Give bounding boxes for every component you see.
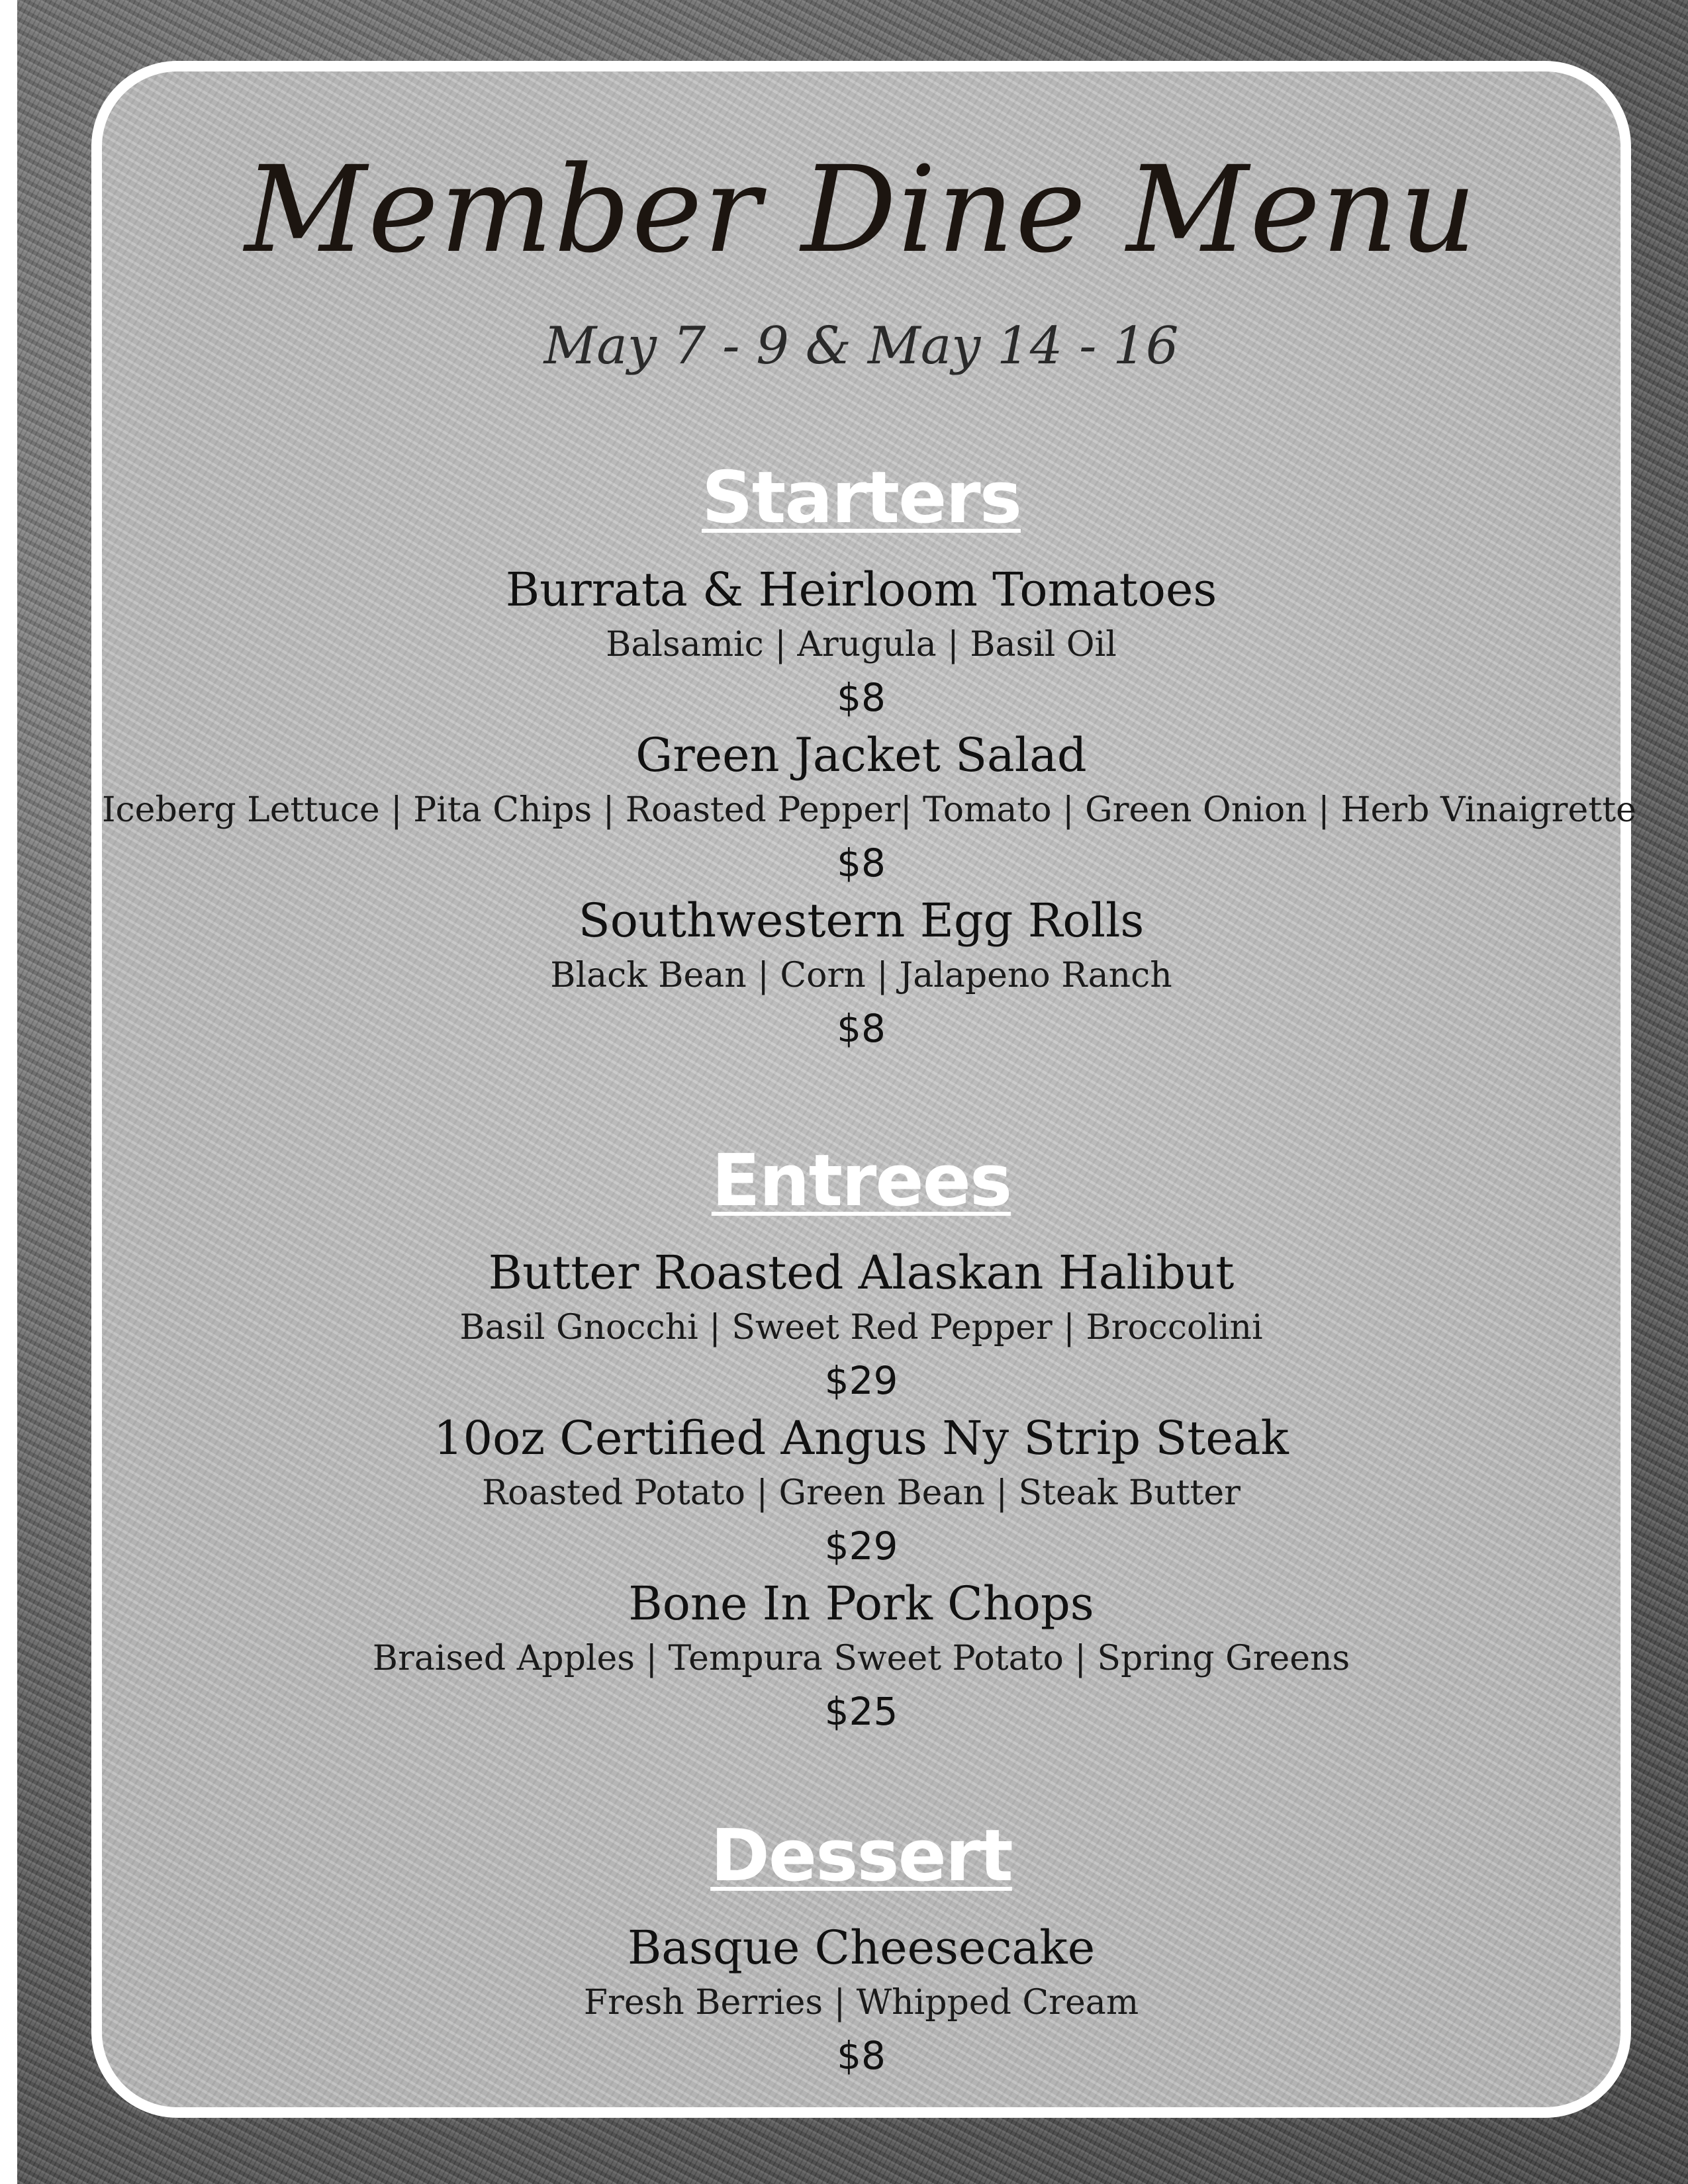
item-name: Basque Cheesecake bbox=[627, 1921, 1096, 1975]
menu-item bbox=[102, 725, 1636, 891]
menu-item bbox=[102, 891, 1620, 1056]
menu-item bbox=[102, 1574, 1620, 1739]
menu-title: Member Dine Menu bbox=[244, 141, 1478, 279]
item-description: Roasted Potato | Green Bean | Steak Butter bbox=[482, 1473, 1241, 1513]
section-dessert bbox=[102, 1813, 1620, 2083]
section-entrees bbox=[102, 1138, 1620, 1739]
item-price: $29 bbox=[824, 1358, 898, 1403]
item-price: $25 bbox=[824, 1689, 898, 1734]
menu-item bbox=[102, 1918, 1620, 2083]
menu-panel bbox=[91, 61, 1636, 2118]
menu-item bbox=[102, 1408, 1620, 1574]
item-price: $8 bbox=[837, 2033, 886, 2078]
item-description: Black Bean | Corn | Jalapeno Ranch bbox=[550, 956, 1172, 995]
item-description: Balsamic | Arugula | Basil Oil bbox=[606, 625, 1117, 664]
section-heading: Starters bbox=[702, 457, 1021, 539]
item-price: $8 bbox=[837, 675, 886, 720]
menu-item bbox=[102, 1243, 1620, 1408]
section-heading: Entrees bbox=[711, 1140, 1011, 1222]
menu-dates: May 7 - 9 & May 14 - 16 bbox=[543, 316, 1179, 376]
left-edge-strip bbox=[0, 0, 17, 2184]
item-description: Braised Apples | Tempura Sweet Potato | Spring Greens bbox=[372, 1639, 1350, 1678]
item-name: Green Jacket Salad bbox=[635, 728, 1087, 782]
item-description: Fresh Berries | Whipped Cream bbox=[583, 1983, 1139, 2023]
item-name: Butter Roasted Alaskan Halibut bbox=[488, 1246, 1235, 1300]
item-price: $8 bbox=[837, 1006, 886, 1051]
item-name: 10oz Certified Angus Ny Strip Steak bbox=[434, 1411, 1289, 1465]
item-price: $29 bbox=[824, 1524, 898, 1569]
section-starters bbox=[102, 455, 1636, 1056]
item-name: Southwestern Egg Rolls bbox=[578, 893, 1145, 948]
menu-item bbox=[102, 560, 1620, 725]
item-name: Burrata & Heirloom Tomatoes bbox=[505, 563, 1217, 617]
item-description: Iceberg Lettuce | Pita Chips | Roasted Pepper| Tomato | Green Onion | Herb Vinaigrette bbox=[102, 790, 1636, 830]
item-description: Basil Gnocchi | Sweet Red Pepper | Broccolini bbox=[459, 1308, 1263, 1347]
section-heading: Dessert bbox=[710, 1815, 1012, 1897]
item-price: $8 bbox=[837, 841, 886, 886]
item-name: Bone In Pork Chops bbox=[628, 1576, 1094, 1631]
